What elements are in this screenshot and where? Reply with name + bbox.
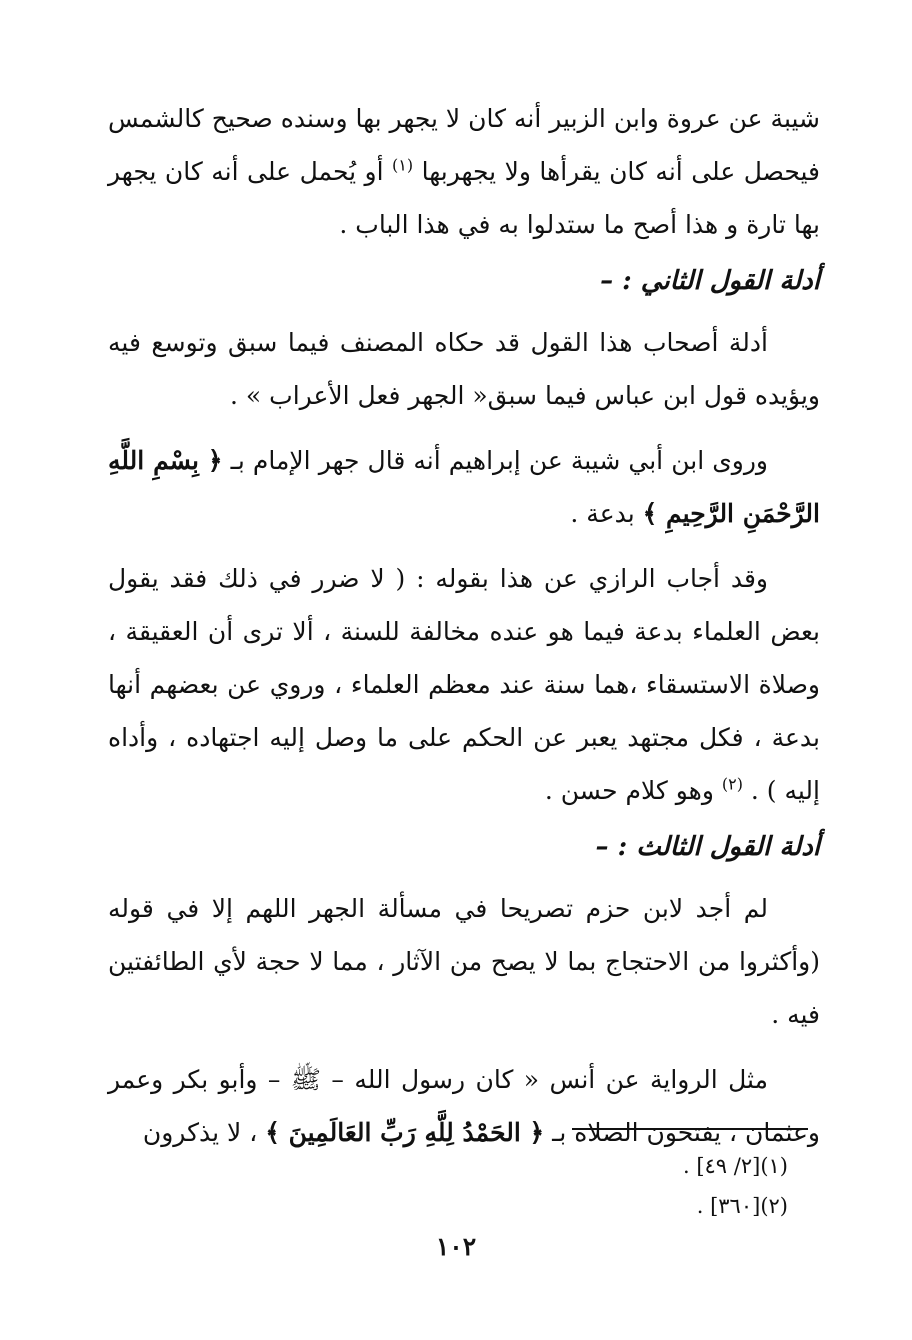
- paragraph-continuation: [108, 92, 820, 251]
- paragraph-razi-answer: [108, 552, 820, 817]
- paragraph-ibn-abi-shaybah: [108, 434, 820, 540]
- paragraph-text-tail: وهو كلام حسن .: [544, 776, 714, 805]
- paragraph-text: مثل الرواية عن أنس « كان رسول الله – ﷺ – وأبو بكر وعمر وعثمان ، يفتحون الصلاة بـ: [108, 1065, 820, 1147]
- paragraph-text-tail: أو يُحمل على أنه كان يجهر بها تارة و هذا أصح ما ستدلوا به في هذا الباب .: [108, 157, 820, 239]
- paragraph-text: وروى ابن أبي شيبة عن إبراهيم أنه قال جهر الإمام بـ: [230, 446, 769, 475]
- footnote-ref-1[interactable]: (١): [392, 155, 414, 175]
- footnote-ref-2[interactable]: (٢): [721, 774, 743, 794]
- section-heading-second-opinion: أدلة القول الثاني : –: [600, 266, 820, 296]
- page-number: ١٠٢: [435, 1232, 477, 1261]
- paragraph-second-opinion: أدلة أصحاب هذا القول قد حكاه المصنف فيما سبق وتوسع فيه ويؤيده قول ابن عباس فيما سبق« الجهر فعل الأعراب » .: [108, 328, 820, 410]
- paragraph-text: وقد أجاب الرازي عن هذا بقوله : ( لا ضرر في ذلك فقد يقول بعض العلماء بدعة فيما هو عنده مخالفة للسنة ، ألا ترى أن العقيقة ، وصلاة الاستسقاء ،هما سنة عند معظم العلماء ، وروي عن بعضهم أنها بدعة ، فكل مجتهد يعبر عن الحكم على ما وصل إليه اجتهاده ، وأداه إليه ) .: [108, 564, 820, 805]
- quran-verse-fatiha: ﴿ الحَمْدُ لِلَّهِ رَبِّ العَالَمِينَ ﴾: [265, 1118, 545, 1147]
- paragraph-ibn-hazm: لم أجد لابن حزم تصريحا في مسألة الجهر اللهم إلا في قوله (وأكثروا من الاحتجاج بما لا يصح من الآثار ، مما لا حجة لأي الطائفتين فيه .: [108, 894, 820, 1029]
- paragraph-text-tail: بدعة .: [570, 499, 635, 528]
- footnotes: [420, 1146, 788, 1226]
- page-body: [108, 92, 820, 1159]
- footnote-divider: [572, 1128, 808, 1130]
- quran-verse-basmala: ﴿ بِسْمِ اللَّهِ الرَّحْمَنِ الرَّحِيمِ ﴾: [108, 446, 820, 528]
- footnote-2: (٢)[٣٦٠] .: [696, 1194, 788, 1218]
- section-heading-third-opinion: أدلة القول الثالث : –: [595, 832, 820, 862]
- paragraph-anas-narration: [108, 1053, 820, 1159]
- paragraph-text: شيبة عن عروة وابن الزبير أنه كان لا يجهر بها وسنده صحيح كالشمس فيحصل على أنه كان يقرأها ولا يجهربها: [108, 104, 820, 186]
- footnote-1: (١)[٢/ ٤٩] .: [682, 1154, 788, 1178]
- paragraph-text-tail: ، لا يذكرون: [142, 1118, 258, 1147]
